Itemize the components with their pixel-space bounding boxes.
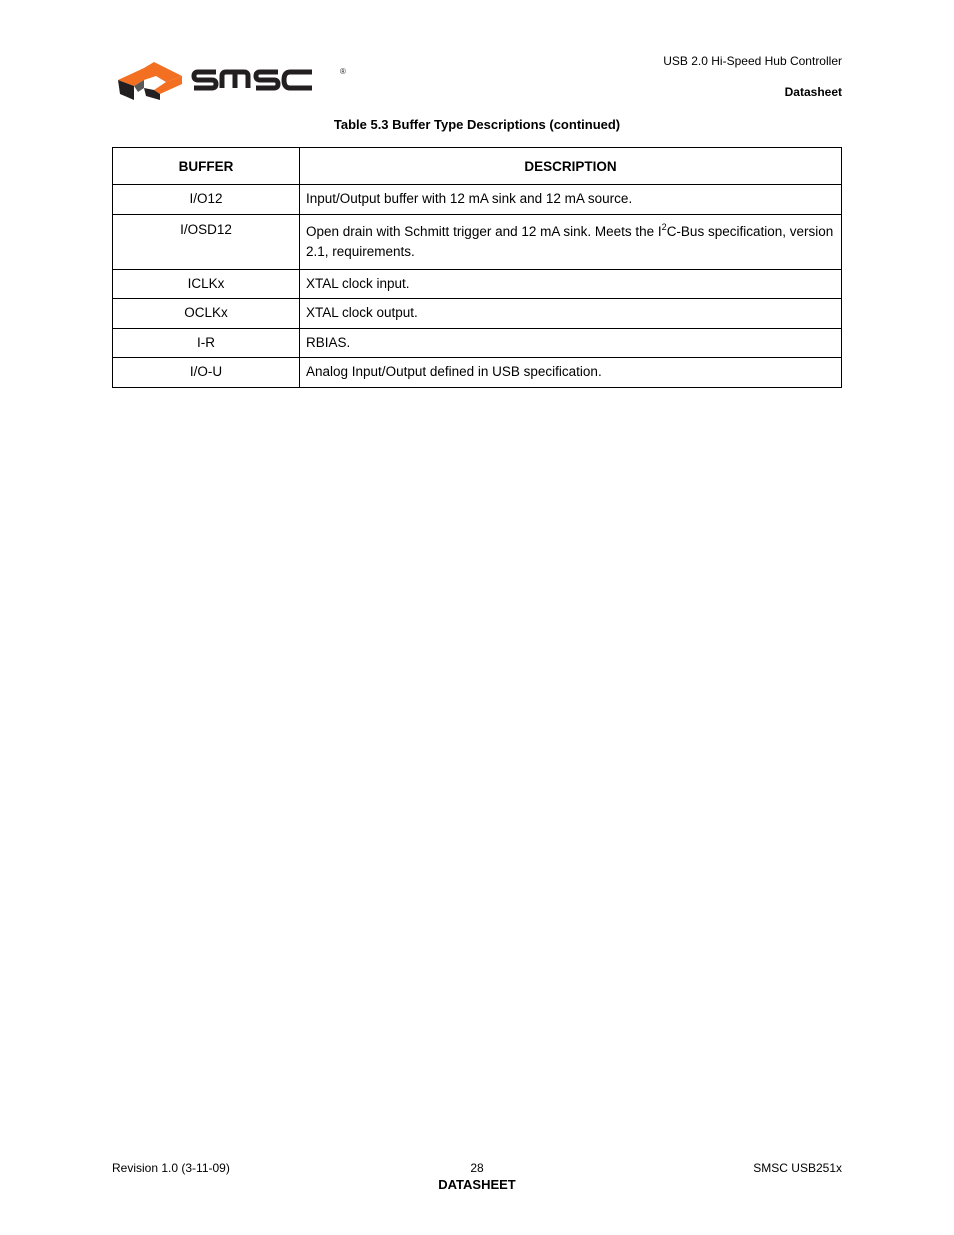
table-header-row xyxy=(113,148,842,185)
logo-mark xyxy=(118,62,182,100)
buffer-type-table xyxy=(112,147,842,388)
footer-page-number: 28 xyxy=(470,1161,484,1175)
buffer-cell: I/O12 xyxy=(113,185,300,215)
buffer-cell: ICLKx xyxy=(113,269,300,299)
table-row xyxy=(113,185,842,215)
table-row xyxy=(113,299,842,329)
description-cell: Input/Output buffer with 12 mA sink and 12 mA source. xyxy=(300,185,842,215)
description-text: Open drain with Schmitt trigger and 12 mA sink. Meets the I xyxy=(306,223,662,239)
footer-product: SMSC USB251x xyxy=(753,1161,842,1175)
description-cell: RBIAS. xyxy=(300,328,842,358)
table-row xyxy=(113,214,842,269)
logo-wordmark xyxy=(194,72,312,88)
table-row xyxy=(113,358,842,388)
description-cell xyxy=(300,214,842,269)
buffer-cell: I-R xyxy=(113,328,300,358)
table-caption: Table 5.3 Buffer Type Descriptions (continued) xyxy=(333,117,621,132)
description-cell: XTAL clock input. xyxy=(300,269,842,299)
smsc-logo xyxy=(116,60,352,102)
description-text: C-Bus specification, version 2.1, requirements. xyxy=(306,223,834,259)
buffer-cell: I/OSD12 xyxy=(113,214,300,269)
registered-mark: ® xyxy=(340,67,346,76)
doc-type: Datasheet xyxy=(784,85,842,99)
table-row xyxy=(113,328,842,358)
buffer-cell: I/O-U xyxy=(113,358,300,388)
superscript: 2 xyxy=(661,221,667,232)
footer-revision: Revision 1.0 (3-11-09) xyxy=(112,1161,230,1175)
footer-label: DATASHEET xyxy=(438,1177,516,1192)
description-cell: XTAL clock output. xyxy=(300,299,842,329)
column-header-description: DESCRIPTION xyxy=(300,148,842,185)
column-header-buffer: BUFFER xyxy=(113,148,300,185)
table-row xyxy=(113,269,842,299)
description-cell: Analog Input/Output defined in USB specification. xyxy=(300,358,842,388)
product-title: USB 2.0 Hi-Speed Hub Controller xyxy=(663,54,842,68)
buffer-cell: OCLKx xyxy=(113,299,300,329)
